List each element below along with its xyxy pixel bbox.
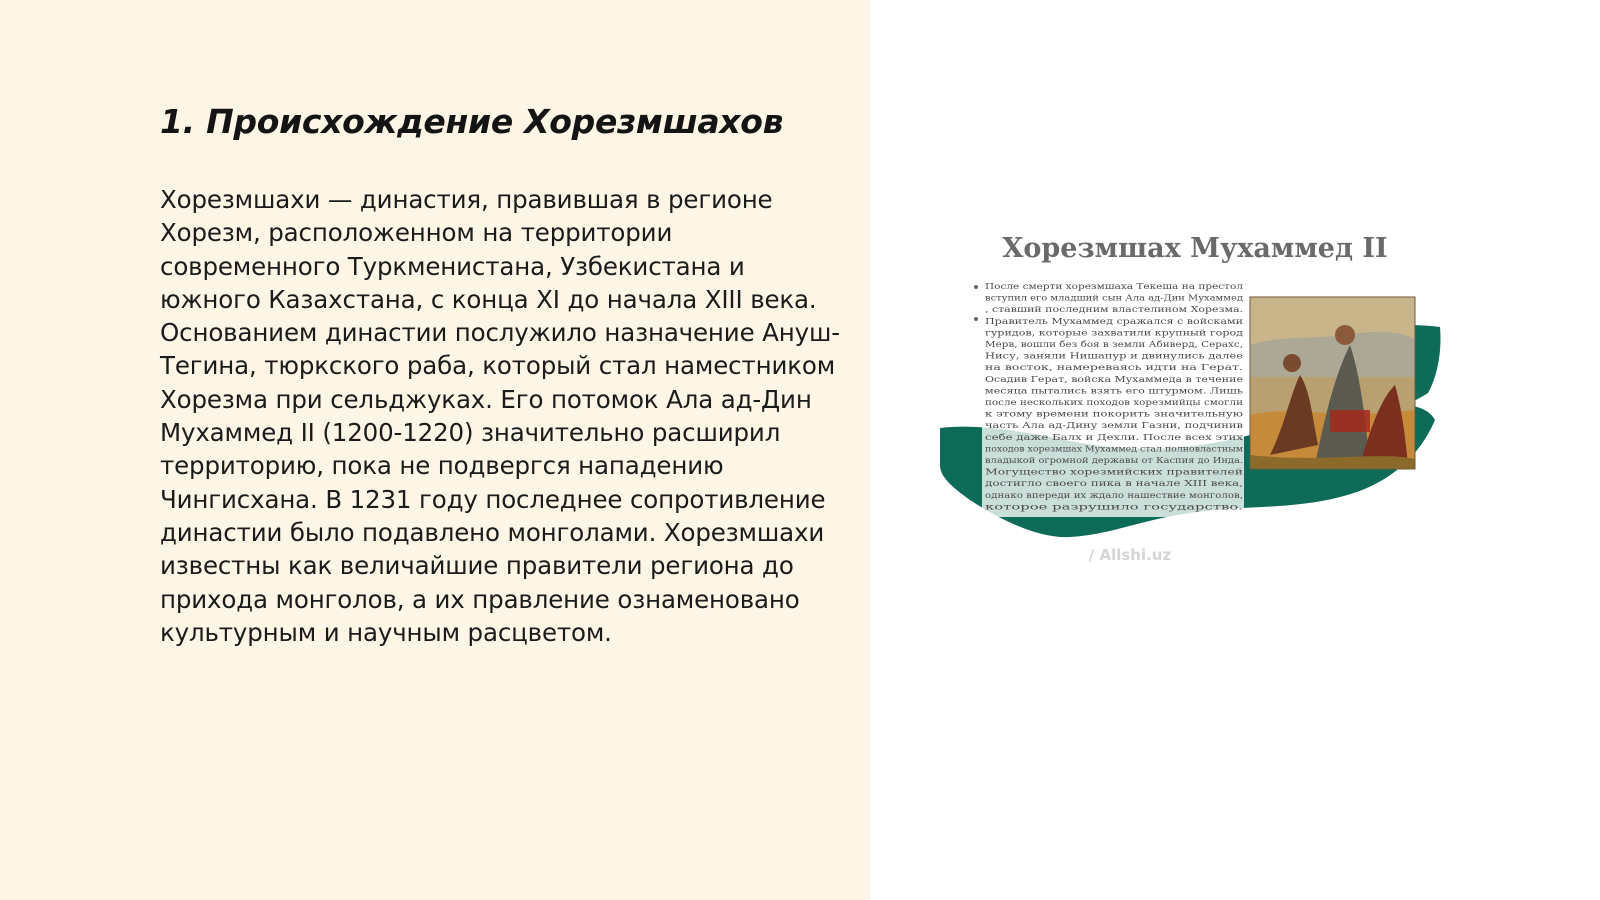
figure-text-line: Осадив Герат, войска Мухаммеда в течение xyxy=(985,374,1243,385)
figure-text-line: Могущество хорезмийских правителей xyxy=(985,467,1244,478)
figure-text-line: после нескольких походов хорезмийцы смогли xyxy=(985,398,1244,408)
figure-text-line: Правитель Мухаммед сражался с войсками xyxy=(985,316,1244,327)
figure-caption: / Allshi.uz xyxy=(1088,546,1172,564)
figure-text-line: вступил его младший сын Ала ад-Дин Мухаммед xyxy=(985,293,1243,304)
slide-title: 1. Происхождение Хорезмшахов xyxy=(160,102,784,141)
slide-body-text: Хорезмшахи — династия, правившая в регионе Хорезм, расположенном на территории современного Туркменистана, Узбекистана и южного Казахстана, с конца XI до начала XIII века. Основанием династии послужило назначение Ануш-Тегина, тюркского раба, который стал наместником Хорезма при сельджуках. Его потомок Ала ад-Дин Мухаммед II (1200-1220) значительно расширил территорию, пока не подвергся нападению Чингисхана. В 1231 году последнее сопротивление династии было подавлено монголами. Хорезмшахи известны как величайшие правители региона до прихода монголов, а их правление ознаменовано культурным и научным расцветом. xyxy=(160,185,840,647)
figure-text-line: владыкой огромной державы от Каспия до Инда. xyxy=(985,456,1243,466)
khwarazmshah-illustration xyxy=(940,215,1450,585)
figure-text-line: которое разрушило государство. xyxy=(985,502,1243,513)
figure-text-line: достигло своего пика в начале XIII века, xyxy=(985,479,1243,490)
figure-text-line: часть Ала ад-Дину земли Газни, подчинив xyxy=(985,421,1244,432)
figure-text-line: гуридов, которые захватили крупный город xyxy=(985,328,1243,339)
figure-text-line: , ставший последним властелином Хорезма. xyxy=(985,305,1243,316)
figure-text-line: После смерти хорезмшаха Текеша на престол xyxy=(985,282,1244,292)
figure-text-line: Нису, заняли Нишапур и двинулись далее xyxy=(985,351,1243,362)
bullet-marker xyxy=(974,285,978,289)
figure-heading: Хорезмшах Мухаммед II xyxy=(1002,233,1388,264)
figure-text-line: походов хорезмшах Мухаммед стал полновластным xyxy=(985,444,1244,455)
figure-text-line: себе даже Балх и Дехли. После всех этих xyxy=(985,432,1174,443)
figure-text-line: к этому времени покорить значительную xyxy=(985,409,1244,420)
painting-image xyxy=(1250,297,1415,469)
figure-text-line: Мерв, вошли без боя в земли Абиверд, Серахс, xyxy=(985,340,1200,350)
figure-text-line: однако впереди их ждало нашествие монголов, xyxy=(985,490,1243,501)
figure-text-line: на восток, намереваясь идти на Герат. xyxy=(985,363,1243,374)
figure-text-line: месяца пытались взять его штурмом. Лишь xyxy=(985,386,1244,397)
bullet-marker xyxy=(974,317,978,321)
